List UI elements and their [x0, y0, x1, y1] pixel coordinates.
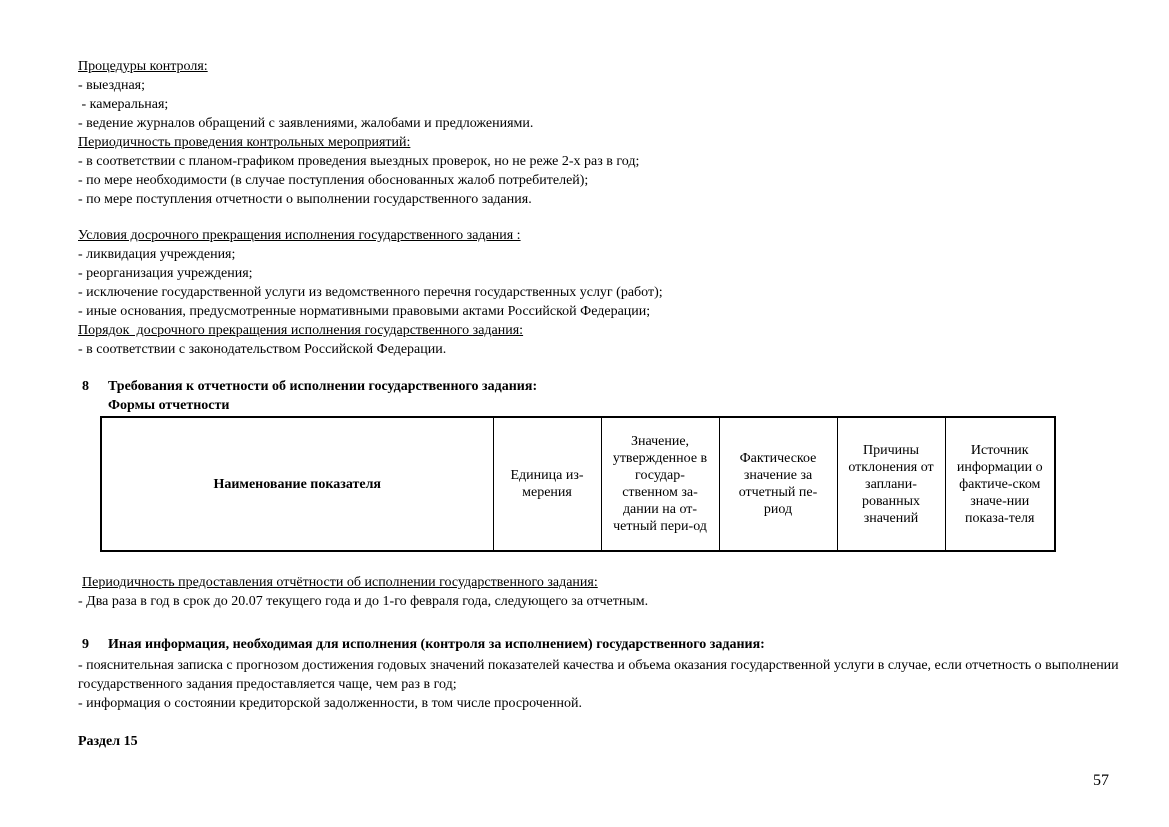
reporting-item: - Два раза в год в срок до 20.07 текущего года и до 1-го февраля года, следующего за отчетным.: [78, 594, 649, 609]
reporting-heading: Периодичность предоставления отчётности об исполнении государственного задания:: [82, 575, 598, 590]
periodicity-item: - в соответствии с планом-графиком проведения выездных проверок, но не реже 2-х раз в год;: [78, 154, 640, 169]
periodicity-item: - по мере поступления отчетности о выполнении государственного задания.: [78, 192, 532, 207]
control-item: - ведение журналов обращений с заявлениями, жалобами и предложениями.: [78, 116, 534, 131]
table-header-row: [101, 417, 1055, 551]
table-header-cell: Единица из-мерения: [493, 417, 601, 551]
termination-heading: Условия досрочного прекращения исполнения государственного задания :: [78, 228, 521, 243]
termination-order-heading: Порядок досрочного прекращения исполнения государственного задания:: [78, 323, 524, 338]
section-9-item: - информация о состоянии кредиторской задолженности, в том числе просроченной.: [78, 696, 582, 711]
reporting-form-table: [100, 416, 1056, 552]
section-8-title: Требования к отчетности об исполнении государственного задания:: [108, 379, 538, 394]
section-9-title: Иная информация, необходимая для исполнения (контроля за исполнением) государственного задания:: [108, 637, 765, 652]
termination-order-item: - в соответствии с законодательством Российской Федерации.: [78, 342, 447, 357]
termination-item: - иные основания, предусмотренные нормативными правовыми актами Российской Федерации;: [78, 304, 651, 319]
section-8-number: 8: [82, 379, 89, 394]
control-item: - выездная;: [78, 78, 145, 93]
next-section-heading: Раздел 15: [78, 734, 138, 749]
termination-item: - реорганизация учреждения;: [78, 266, 253, 281]
table-header-cell: Наименование показателя: [101, 417, 493, 551]
table-header-cell: Значение, утвержденное в государ-ственном за-дании на от-четный пери-од: [601, 417, 719, 551]
table-header-cell: Источник информации о фактиче-ском значе-нии показа-теля: [945, 417, 1055, 551]
termination-item: - исключение государственной услуги из ведомственного перечня государственных услуг (работ);: [78, 285, 663, 300]
control-heading: Процедуры контроля:: [78, 59, 208, 74]
table-header-cell: Фактическое значение за отчетный пе-риод: [719, 417, 837, 551]
page-number: 57: [1093, 772, 1109, 789]
table-header-cell: Причины отклонения от заплани-рованных значений: [837, 417, 945, 551]
control-item: - камеральная;: [78, 97, 169, 112]
section-8-subtitle: Формы отчетности: [108, 398, 230, 413]
periodicity-heading: Периодичность проведения контрольных мероприятий:: [78, 135, 411, 150]
section-9-number: 9: [82, 637, 89, 652]
termination-item: - ликвидация учреждения;: [78, 247, 236, 262]
section-9-item: - пояснительная записка с прогнозом достижения годовых значений показателей качества и объема оказания государственной услуги в случае, если отчетность о выполнении государственного задания предоставляется чаще, чем раз в год;: [78, 658, 1119, 692]
periodicity-item: - по мере необходимости (в случае поступления обоснованных жалоб потребителей);: [78, 173, 589, 188]
